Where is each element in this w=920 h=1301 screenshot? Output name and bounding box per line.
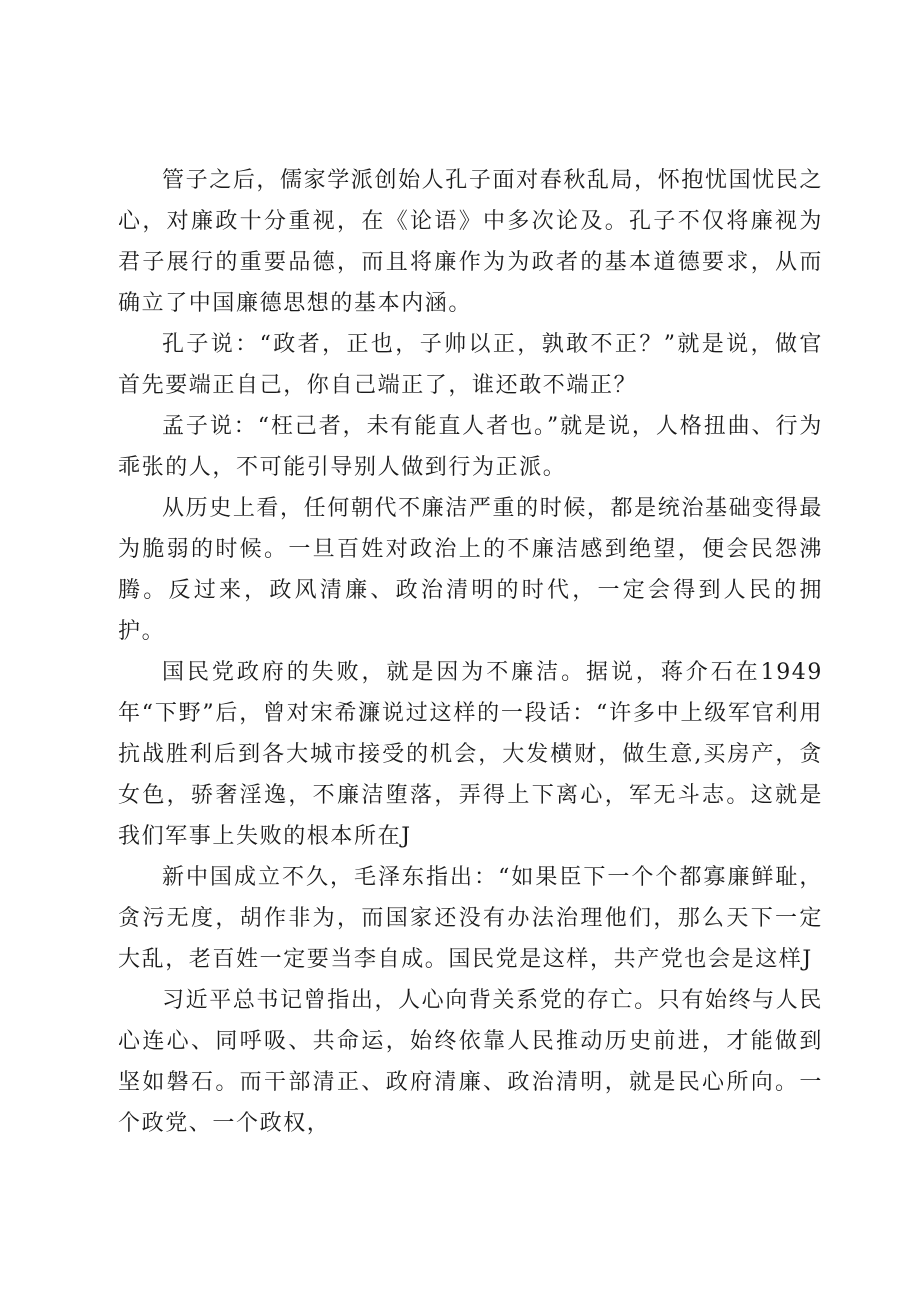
paragraph-3: 孟子说：“枉己者，未有能直人者也。”就是说，人格扭曲、行为乖张的人，不可能引导别人做到行为正派。 [118,414,823,480]
paragraph-2: 孔子说：“政者，正也，子帅以正，孰敢不正？”就是说，做官首先要端正自己，你自己端正了，谁还敢不端正？ [118,332,823,398]
paragraph-7: 习近平总书记曾指出，人心向背关系党的存亡。只有始终与人民心连心、同呼吸、共命运，始终依靠人民推动历史前进，才能做到坚如磐石。而干部清正、政府清廉、政治清明，就是民心所向。一个政党、一个政权， [118,988,823,1136]
paragraph-4: 从历史上看，任何朝代不廉洁严重的时候，都是统治基础变得最为脆弱的时候。一旦百姓对政治上的不廉洁感到绝望，便会民怨沸腾。反过来，政风清廉、政治清明的时代，一定会得到人民的拥护。 [118,496,823,644]
paragraph-6: 新中国成立不久，毛泽东指出：“如果臣下一个个都寡廉鲜耻，贪污无度，胡作非为，而国家还没有办法治理他们，那么天下一定大乱，老百姓一定要当李自成。国民党是这样，共产党也会是这样J [118,865,823,972]
paragraph-1: 管子之后，儒家学派创始人孔子面对春秋乱局，怀抱忧国忧民之心，对廉政十分重视，在《论语》中多次论及。孔子不仅将廉视为君子展行的重要品德，而且将廉作为为政者的基本道德要求，从而确立了中国廉德思想的基本内涵。 [118,168,823,316]
document-body [118,160,823,1144]
paragraph-5: 国民党政府的失败，就是因为不廉洁。据说，蒋介石在1949年“下野”后，曾对宋希濂说过这样的一段话：“许多中上级军官利用抗战胜利后到各大城市接受的机会，大发横财，做生意,买房产，贪女色，骄奢淫逸，不廉洁堕落，弄得上下离心，军无斗志。这就是我们军事上失败的根本所在J [118,660,823,849]
